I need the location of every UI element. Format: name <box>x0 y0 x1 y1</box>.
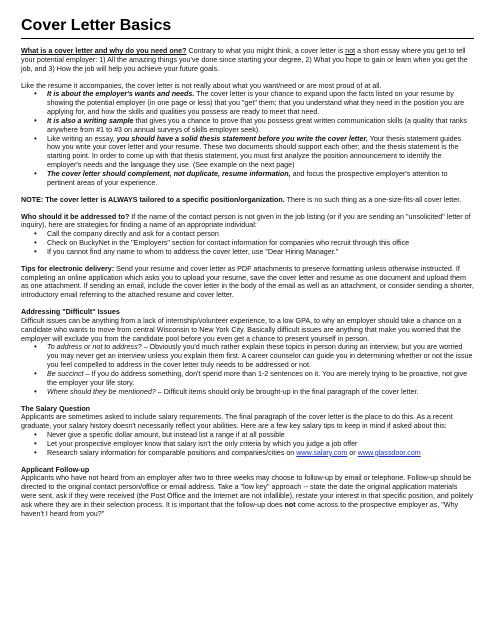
list-item-bold: The cover letter should complement, not duplicate, resume information, <box>47 169 291 178</box>
list-item-text: The cover letter is your chance to expand upon the facts listed on your resume by showing the potential employer (in one page or less) that you "get" them; that you understand what they need in the position you are applying for, and how the skills and qualities you possess are ready to meet that need. <box>47 90 465 117</box>
addressed-text: If the name of the contact person is not given in the job listing (or if you are sending an "unsolicited" letter of inquiry), here are strategies for finding a name of an appropriate individual: <box>21 212 471 230</box>
list-item-or: or <box>347 448 358 457</box>
list-item-bold: It is also a writing sample <box>47 116 134 125</box>
salary-list <box>21 431 474 458</box>
list-item-bold: It is about the employer's wants and needs. <box>47 90 195 99</box>
addressed-list <box>21 230 474 257</box>
salary-text: Applicants are sometimes asked to include salary requirements. The final paragraph of the cover letter is the place to do this. As a recent graduate, your salary history doesn't necessarily reflect your abilities. Here are a few key salary tips to keep in mind if asked about this: <box>21 413 453 431</box>
list-item <box>47 117 474 135</box>
followup-text: Applicants who have not heard from an employer after two to three weeks may choose to follow-up by email or telephone. Follow-up should be directed to the original contact person/office or email address. Take a "low key" approach -- state the date the original application materials were sent, ask if they were received (the Post Office and the Internet are not infallible), restate your interest in that specific position, and politely ask where they are in their selection process. It is important that the follow-up does <box>21 474 473 509</box>
list-item <box>47 90 474 117</box>
page-title: Cover Letter Basics <box>21 17 172 34</box>
list-item-question: Be succinct <box>47 370 84 378</box>
list-item-pre: Like writing an essay, <box>47 134 117 143</box>
intro-question: What is a cover letter and why do you need one? <box>21 47 187 55</box>
salary-com-link[interactable]: www.salary.com <box>296 448 348 457</box>
difficult-list <box>21 343 474 396</box>
note-label: NOTE: The cover letter is ALWAYS tailored to a specific position/organization. <box>21 195 285 204</box>
list-item <box>47 343 474 370</box>
list-item-bold: you should have a solid thesis statement before you write the cover letter. <box>116 134 368 143</box>
intro-answer: Contrary to what you might think, a cover letter is <box>186 47 346 55</box>
list-item: • Let your prospective employer know that salary isn't the only criteria by which you judge a job offer <box>47 440 474 449</box>
list-item-text: – Difficult items should only be brought-up in the final paragraph of the cover letter. <box>155 387 419 396</box>
list-item-text: that gives you a chance to prove that you possess great written communication skills (a quality that ranks anywhere from #1 to #3 on annual surveys of skills employer seek). <box>47 116 467 134</box>
list-item: • Call the company directly and ask for a contact person <box>47 230 474 239</box>
difficult-heading: Addressing "Difficult" Issues <box>21 308 120 317</box>
followup-heading: Applicant Follow-up <box>21 465 90 474</box>
list-item-text: Your thesis statement guides how you write your cover letter and your resume. These two documents should support each other; and the thesis statement is the starting point. In order to come up with that thesis statement, you must first analyze the position announcement to identify the employer's needs and the language they use. (See example on the next page) <box>47 134 462 170</box>
resume-section-list <box>21 90 474 187</box>
list-item: • If you cannot find any name to whom to address the cover letter, use "Dear Hiring Manager." <box>47 248 474 257</box>
list-item <box>47 135 474 170</box>
list-item-text: – Obviously you'd much rather explain these topics in person during an interview, but you are worried you may never get an interview unless you explain them first. A career counselor can guide you in determining whether or not the issue you feel compelled to address in the cover letter truly needs to be addressed or not. <box>47 343 473 370</box>
electronic-text: Send your resume and cover letter as PDF attachments to preserve formatting unless otherwise instructed. If completing an online application which asks you to upload your resume, save the cover letter and resume as one document and upload them as one attachment. If sending an email, include the cover letter in the body of the email as well as an attachment, or consider sending a shorter, introductory email referring to the attached resume and cover letter. <box>21 264 474 300</box>
intro-answer-rest: a short essay where you get to tell your potential employer: 1) All the amazing things you've done since starting your degree, 2) What you hope to gain or learn when you get the job, and 3) How the job will help you achieve your future goals. <box>21 47 468 73</box>
list-item <box>47 388 474 397</box>
note-paragraph <box>21 196 474 205</box>
list-item-text: – If you do address something, don't spend more than 1-2 sentences on it. You are merely trying to be proactive, not give the employer your life story. <box>47 370 468 387</box>
resume-section-lead: Like the resume it accompanies, the cover letter is not really about what you want/need or are most proud of at all. <box>21 81 382 90</box>
list-item-question: To address or not to address? <box>47 343 142 352</box>
list-item <box>47 170 474 188</box>
list-item: • Never give a specific dollar amount, but instead list a range if at all possible <box>47 431 474 440</box>
list-item <box>47 370 474 388</box>
list-item-text: and focus the prospective employer's attention to pertinent areas of your experience. <box>47 169 448 187</box>
electronic-paragraph <box>21 265 474 300</box>
addressed-paragraph <box>21 213 474 231</box>
list-item: • Check on BuckyNet in the "Employers" section for contact information for companies who recruit through this office <box>47 239 474 248</box>
list-item <box>47 449 474 458</box>
salary-heading: The Salary Question <box>21 404 91 413</box>
glassdoor-link[interactable]: www.glassdoor.com <box>357 448 421 457</box>
intro-not: not <box>345 47 356 55</box>
addressed-question: Who should it be addressed to? <box>21 212 130 221</box>
followup-not: not <box>284 500 296 509</box>
title-rule <box>21 38 474 39</box>
electronic-label: Tips for electronic delivery: <box>21 264 115 273</box>
followup-paragraph <box>21 474 474 518</box>
list-item-question: Where should they be mentioned? <box>47 387 156 396</box>
list-item-text: Research salary information for comparable positions and companies/cities on <box>47 448 297 457</box>
intro-paragraph <box>21 47 474 74</box>
note-text: There is no such thing as a one-size-fits-all cover letter. <box>284 195 462 204</box>
followup-text-end: come across to the prospective employer as, "Why haven't I heard from you?" <box>21 500 459 518</box>
difficult-text: Difficult issues can be anything from a lack of internship/volunteer experience, to a low GPA, to why an employer should take a chance on a candidate who wants to move from central Wisconsin to New York City. Basically difficult issues are anything that make you worried that the employer will exclude you from the candidate pool before you even get a chance to present yourself in person. <box>21 316 462 343</box>
